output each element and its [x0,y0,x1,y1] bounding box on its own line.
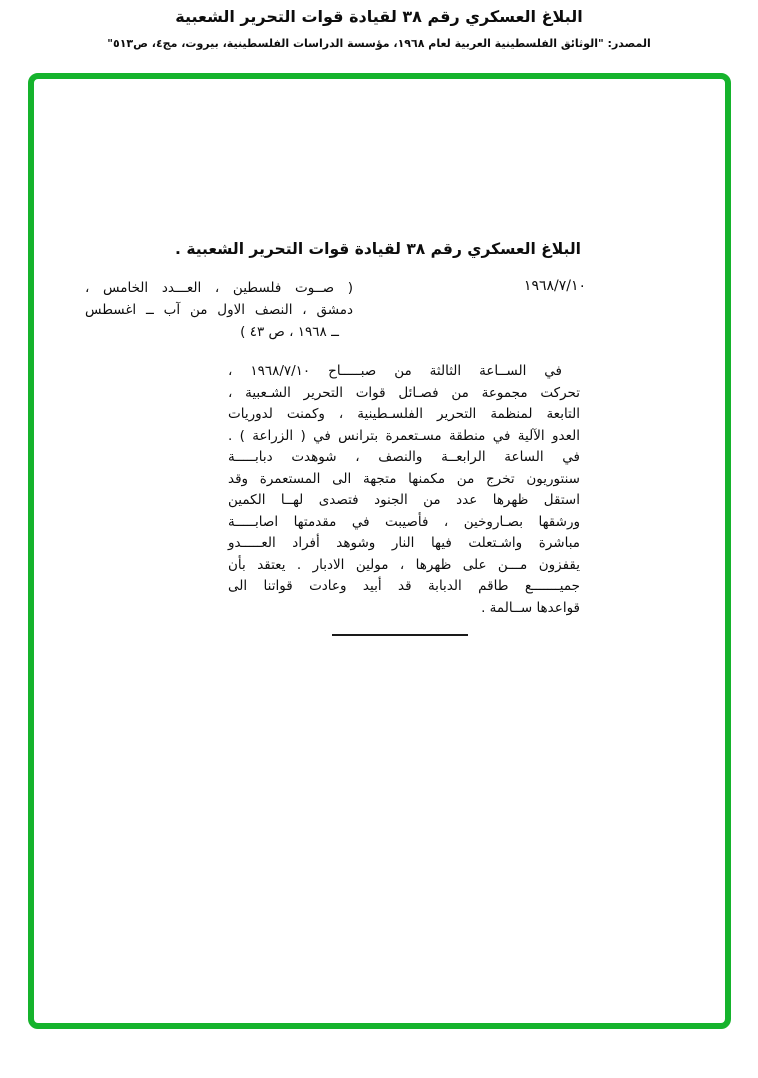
communique-title: البلاغ العسكري رقم ٣٨ لقيادة قوات التحرير الشعبية . [175,240,581,258]
body-line: مباشرة واشـتعلت فيها النار وشوهد أفراد العـــــدو [228,535,580,551]
communique-date: ١٩٦٨/٧/١٠ [523,278,586,294]
body-line: سنتوريون تخرج من مكمنها متجهة الى المستعمرة وقد [228,470,580,487]
citation-line: ( صــوت فلسطين ، العـــدد الخامس ، [85,280,353,296]
body-line: ورشقها بصـاروخين ، فأصيبت في مقدمتها اصابـــــة [228,513,580,530]
document-frame [28,73,731,1029]
citation-line: ــ ١٩٦٨ ، ص ٤٣ ) [240,324,339,340]
body-line: يقفزون مـــن على ظهرها ، مولين الادبار . يعتقد بأن [228,556,580,573]
body-line: التابعة لمنظمة التحرير الفلسـطينية ، وكمنت لدوريات [228,406,580,422]
end-of-text-rule [332,634,468,636]
publication-citation [85,277,353,343]
body-line: في الساعة الرابعــة والنصف ، شوهدت دبابـــــة [228,449,580,465]
body-line: استقل ظهرها عدد من الجنود فتصدى لهــا الكمين [228,492,580,508]
page-title: البلاغ العسكري رقم ٣٨ لقيادة قوات التحرير الشعبية [175,7,583,26]
body-line: في الســاعة الثالثة من صبـــــاح ١٩٦٨/٧/١٠ ، [228,363,562,379]
body-line: تحركت مجموعة من فصـائل قوات التحرير الشـعبية ، [228,384,580,401]
communique-body [228,361,580,619]
source-citation: المصدر: "الوثائق الفلسطينية العربية لعام ١٩٦٨، مؤسسة الدراسات الفلسطينية، بيروت، مج٤، ص٥١٣" [107,37,651,50]
citation-line: دمشق ، النصف الاول من آب ــ اغسطس [85,302,353,318]
body-line: جميـــــــع طاقم الدبابة قد أبيد وعادت قواتنا الى [228,578,580,594]
body-line: العدو الآلية في منطقة مسـتعمرة بترانس في ( الزراعة ) . [228,427,580,444]
body-line: قواعدها ســالمة . [481,599,580,616]
